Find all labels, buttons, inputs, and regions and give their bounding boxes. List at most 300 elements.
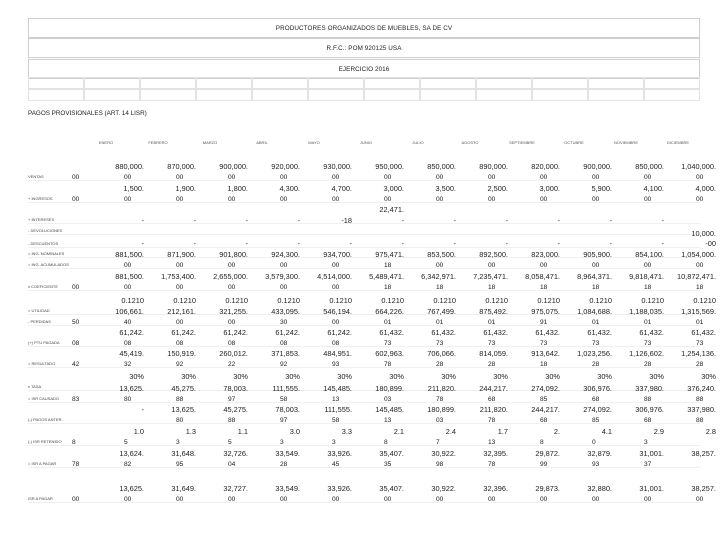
cell-value: 0.1210 [433,296,456,305]
cell-value: 30% [545,372,560,381]
cell-value: 823,000. [531,250,560,259]
cell-value: 814,059. [479,349,508,358]
cell-value: 31,649. [171,484,196,493]
cell-value: 6,342,971. [421,272,456,281]
cell-cents: 93 [332,361,340,368]
cell-cents: 00 [332,196,340,203]
cell-cents: 91 [540,319,548,326]
cell-value: 0.1210 [641,296,664,305]
cell-cents: 80 [124,396,132,403]
cell-cents: 00 [280,196,288,203]
cell-cents: 00 [384,174,392,181]
cell-value: 274,092. [583,405,612,414]
cell-cents: 00 [176,174,184,181]
cell-cents: 18 [696,284,704,291]
month-header: FEBRERO [148,140,168,145]
cell-value: 38,257. [691,484,716,493]
cell-value: 602,963. [375,349,404,358]
cell-value: 45,419. [119,349,144,358]
cell-value: 180,899. [427,405,456,414]
cell-value: 61,432. [431,328,456,337]
cell-value: 850,000. [635,162,664,171]
cell-cents: 5 [124,439,128,446]
cell-cents: 28 [280,461,288,468]
empty-grid-row [28,89,700,101]
cell-cents: 42 [72,361,80,368]
cell-value: 30% [389,372,404,381]
row-label: VENTAS [28,174,44,179]
cell-value: 1,188,035. [629,307,664,316]
cell-cents: 13 [384,417,392,424]
cell-cents: 08 [332,340,340,347]
cell-value: 2. [553,427,560,436]
cell-cents: 73 [436,340,444,347]
row-label: = ING. ACUMULADOS [28,262,69,267]
cell-cents: 00 [384,496,392,503]
cell-cents: 88 [696,396,704,403]
cell-value: 29,873. [535,484,560,493]
row-label: x TASA [28,384,42,389]
cell-value: 32,396. [483,484,508,493]
cell-cents: 58 [280,396,288,403]
cell-cents: 99 [540,461,548,468]
row-label: - DESCUENTOS [28,241,59,246]
cell-value: -00 [705,239,716,248]
cell-cents: 01 [644,319,652,326]
cell-cents: 73 [696,340,704,347]
cell-cents: 00 [540,174,548,181]
rfc-line: R.F.C.: POM 920125 USA [28,38,700,58]
cell-value: 145,485. [375,405,404,414]
cell-cents: 97 [280,417,288,424]
cell-cents: 00 [124,262,132,269]
cell-value: 211,820. [427,384,456,393]
row-divider [28,234,700,235]
cell-value: - [609,239,612,248]
cell-cents: 00 [124,496,132,503]
cell-cents: 00 [436,496,444,503]
cell-cents: 00 [592,496,600,503]
cell-cents: 7 [436,439,440,446]
cell-value: 1,900. [175,184,196,193]
cell-value: 45,275. [171,384,196,393]
cell-cents: 78 [488,417,496,424]
cell-cents: 00 [332,319,340,326]
cell-value: - [661,239,664,248]
month-header: NOVIEMBRE [613,140,638,145]
cell-value: 30% [233,372,248,381]
cell-cents: 03 [384,396,392,403]
cell-value: 1,753,400. [161,272,196,281]
cell-value: 1.1 [237,427,248,436]
cell-value: 30% [337,372,352,381]
row-label: = UTILIDAD [28,308,50,313]
cell-cents: 00 [488,262,496,269]
cell-value: 930,000. [323,162,352,171]
cell-value: 32,726. [223,449,248,458]
row-label: + INTERESES [28,217,55,222]
cell-value: 306,976. [583,384,612,393]
cell-value: 33,926. [327,484,352,493]
cell-cents: 88 [696,417,704,424]
cell-cents: 30 [280,319,288,326]
cell-cents: 00 [228,196,236,203]
cell-value: - [453,216,456,225]
cell-value: 2,655,000. [213,272,248,281]
fiscal-year: EJERCICIO 2016 [28,59,700,79]
cell-value: 890,000. [479,162,508,171]
cell-value: 61,432. [587,328,612,337]
cell-value: - [505,239,508,248]
cell-cents: 00 [228,262,236,269]
cell-value: 306,976. [635,405,664,414]
cell-value: 1,800. [227,184,248,193]
cell-cents: 95 [176,461,184,468]
cell-cents: 00 [488,496,496,503]
cell-cents: 78 [72,461,80,468]
cell-value: - [557,216,560,225]
cell-cents: 78 [488,461,496,468]
cell-value: 61,432. [639,328,664,337]
spreadsheet [28,18,716,528]
cell-value: - [453,239,456,248]
cell-cents: 00 [644,196,652,203]
cell-value: - [193,216,196,225]
cell-value: 900,000. [219,162,248,171]
cell-cents: 28 [436,361,444,368]
cell-value: 35,407. [379,484,404,493]
cell-value: 13,625. [171,405,196,414]
cell-cents: 40 [124,319,132,326]
month-header: JULIO [412,140,424,145]
cell-value: 61,432. [379,328,404,337]
cell-cents: 3 [176,439,180,446]
cell-cents: 01 [436,319,444,326]
cell-cents: 00 [540,196,548,203]
cell-value: 0.1210 [329,296,352,305]
month-header: SEPTIEMBRE [509,140,535,145]
cell-cents: 00 [436,174,444,181]
row-label: x COEFICIENTE [28,284,59,289]
cell-value: 433,095. [271,307,300,316]
cell-value: 2,500. [487,184,508,193]
cell-cents: 85 [592,417,600,424]
cell-cents: 00 [176,319,184,326]
cell-value: 664,226. [375,307,404,316]
cell-value: - [401,239,404,248]
cell-cents: 00 [488,196,496,203]
cell-value: -18 [341,216,352,225]
cell-value: 8,964,371. [577,272,612,281]
cell-value: 31,001. [639,449,664,458]
month-header: MARZO [202,140,218,145]
cell-cents: 73 [488,340,496,347]
cell-cents: 98 [436,461,444,468]
cell-cents: 00 [124,196,132,203]
cell-value: 61,242. [327,328,352,337]
cell-cents: 13 [488,439,496,446]
cell-value: 875,492. [479,307,508,316]
cell-cents: 00 [176,196,184,203]
cell-value: 820,000. [531,162,560,171]
cell-value: 212,161. [167,307,196,316]
cell-value: 150,919. [167,349,196,358]
cell-cents: 00 [72,284,80,291]
cell-value: 32,879. [587,449,612,458]
cell-value: 2.4 [445,427,456,436]
cell-cents: 00 [176,284,184,291]
cell-value: 892,500. [479,250,508,259]
cell-value: 1,023,256. [577,349,612,358]
cell-cents: 00 [488,174,496,181]
cell-cents: 28 [644,361,652,368]
cell-value: 950,000. [375,162,404,171]
cell-cents: 00 [696,262,704,269]
cell-value: 111,555. [324,405,352,414]
cell-cents: 18 [488,284,496,291]
cell-cents: 68 [592,396,600,403]
cell-cents: 01 [488,319,496,326]
cell-cents: 45 [332,461,340,468]
cell-cents: 00 [72,496,80,503]
cell-value: - [557,239,560,248]
cell-cents: 58 [332,417,340,424]
cell-cents: 00 [592,196,600,203]
cell-value: - [141,216,144,225]
cell-value: 4,100. [643,184,664,193]
cell-value: 1,054,000. [681,250,716,259]
cell-cents: 92 [280,361,288,368]
cell-value: 905,900. [583,250,612,259]
cell-cents: 00 [540,262,548,269]
cell-value: 30% [649,372,664,381]
row-label: ISR A PAGAR [28,496,53,501]
cell-value: 934,700. [323,250,352,259]
cell-value: 337,980. [635,384,664,393]
cell-cents: 00 [280,262,288,269]
cell-cents: 22 [228,361,236,368]
cell-cents: 00 [228,284,236,291]
cell-cents: 00 [280,174,288,181]
cell-value: 30% [597,372,612,381]
cell-value: 975,471. [375,250,404,259]
cell-cents: 00 [384,196,392,203]
cell-value: 913,642. [531,349,560,358]
cell-cents: 32 [124,361,132,368]
cell-value: 900,000. [583,162,612,171]
cell-cents: 08 [228,340,236,347]
row-label: (-) PAGOS ANTER. [28,417,63,422]
cell-cents: 18 [384,262,392,269]
cell-cents: 00 [436,196,444,203]
cell-value: 13,625. [119,484,144,493]
cell-value: 61,242. [275,328,300,337]
cell-value: 880,000. [115,162,144,171]
cell-value: 0.1210 [277,296,300,305]
cell-cents: 00 [696,174,704,181]
cell-cents: 73 [644,340,652,347]
cell-value: 975,075. [531,307,560,316]
cell-value: 0.1210 [485,296,508,305]
cell-value: 2.1 [393,427,404,436]
cell-value: 78,003. [223,384,248,393]
cell-value: 0.1210 [381,296,404,305]
cell-cents: 68 [488,396,496,403]
cell-cents: 50 [72,319,80,326]
cell-value: 901,800. [219,250,248,259]
cell-cents: 00 [280,496,288,503]
row-label: - DEVOLUCIONES [28,228,63,233]
cell-value: 78,003. [275,405,300,414]
empty-grid-row [28,77,700,89]
cell-value: 5,900. [591,184,612,193]
cell-value: 0.1210 [537,296,560,305]
cell-value: 0.1210 [589,296,612,305]
cell-value: 1.3 [185,427,196,436]
cell-value: 30% [493,372,508,381]
cell-cents: 37 [644,461,652,468]
cell-cents: 00 [176,262,184,269]
cell-cents: 08 [176,340,184,347]
cell-cents: 80 [176,417,184,424]
cell-value: 5,489,471. [369,272,404,281]
cell-cents: 00 [436,262,444,269]
cell-value: 706,066. [427,349,456,358]
cell-value: - [297,239,300,248]
cell-value: 31,001. [639,484,664,493]
cell-value: 61,432. [483,328,508,337]
cell-value: - [661,216,664,225]
cell-value: - [297,216,300,225]
cell-cents: 88 [228,417,236,424]
cell-value: 0.1210 [225,296,248,305]
cell-value: 30,922. [431,484,456,493]
cell-cents: 97 [228,396,236,403]
cell-cents: 8 [384,439,388,446]
cell-cents: 68 [540,417,548,424]
row-label: (-) ISR RETENIDO [28,439,62,444]
row-label: = ISR A PAGAR [28,461,57,466]
section-title: PAGOS PROVISIONALES (ART. 14 LISR) [28,110,147,117]
row-label: = ING. NOMINALES [28,251,65,256]
cell-value: 1,315,569. [681,307,716,316]
cell-value: 1,254,136. [681,349,716,358]
cell-value: 376,240. [687,384,716,393]
cell-cents: 00 [592,262,600,269]
row-label: = RESULTADO [28,361,56,366]
cell-value: 33,926. [327,449,352,458]
cell-cents: 18 [644,284,652,291]
cell-cents: 00 [332,284,340,291]
cell-value: 61,242. [119,328,144,337]
cell-cents: 00 [228,174,236,181]
cell-value: 321,255. [219,307,248,316]
cell-value: 546,194. [323,307,352,316]
cell-cents: 92 [176,361,184,368]
cell-value: 29,872. [535,449,560,458]
cell-value: 853,500. [427,250,456,259]
cell-value: 2.8 [705,427,716,436]
cell-value: 61,432. [535,328,560,337]
cell-cents: 04 [228,461,236,468]
row-label: = ISR CAUSADO [28,396,60,401]
cell-cents: 13 [332,396,340,403]
cell-value: 211,820. [479,405,508,414]
cell-value: 10,000. [691,229,716,238]
cell-value: 1.0 [133,427,144,436]
cell-value: 920,000. [271,162,300,171]
cell-value: 870,000. [167,162,196,171]
cell-value: 260,012. [219,349,248,358]
cell-cents: 00 [540,496,548,503]
cell-value: 3.3 [341,427,352,436]
cell-cents: 00 [332,262,340,269]
cell-cents: 35 [384,461,392,468]
cell-value: 1.7 [497,427,508,436]
cell-cents: 68 [644,417,652,424]
cell-cents: 28 [592,361,600,368]
cell-value: 1,126,602. [629,349,664,358]
cell-value: - [141,239,144,248]
cell-value: - [141,405,144,414]
cell-value: - [245,239,248,248]
row-label: - PERDIDAS [28,319,51,324]
cell-value: - [245,216,248,225]
month-header: OCTUBRE [564,140,584,145]
cell-cents: 00 [332,496,340,503]
month-header: AGOSTO [461,140,479,145]
cell-value: 32,880. [587,484,612,493]
cell-cents: 3 [332,439,336,446]
cell-value: 1,084,688. [577,307,612,316]
cell-value: 3,000. [539,184,560,193]
cell-cents: 00 [644,496,652,503]
cell-cents: 83 [72,396,80,403]
cell-value: 881,500. [115,250,144,259]
cell-value: 61,432. [691,328,716,337]
cell-value: - [193,239,196,248]
cell-value: 3,500. [435,184,456,193]
cell-value: 32,395. [483,449,508,458]
cell-value: 4,514,000. [317,272,352,281]
cell-cents: 78 [436,396,444,403]
cell-cents: 78 [384,361,392,368]
cell-value: 3,000. [383,184,404,193]
cell-cents: 08 [124,340,132,347]
cell-value: 871,900. [167,250,196,259]
cell-value: 3.0 [289,427,300,436]
cell-value: 4,700. [331,184,352,193]
cell-value: - [401,216,404,225]
cell-cents: 93 [592,461,600,468]
cell-value: 0.1210 [173,296,196,305]
month-header: MAYO [308,140,320,145]
cell-cents: 00 [72,196,80,203]
cell-value: 244,217. [479,384,508,393]
cell-value: 13,624. [119,449,144,458]
cell-cents: 00 [332,174,340,181]
cell-value: 924,300. [271,250,300,259]
cell-cents: 00 [644,262,652,269]
cell-value: 61,242. [223,328,248,337]
cell-cents: 3 [280,439,284,446]
cell-value: - [349,239,352,248]
cell-value: 4,300. [279,184,300,193]
cell-cents: 73 [384,340,392,347]
cell-cents: 73 [592,340,600,347]
cell-cents: 00 [228,496,236,503]
cell-cents: 0 [592,439,596,446]
